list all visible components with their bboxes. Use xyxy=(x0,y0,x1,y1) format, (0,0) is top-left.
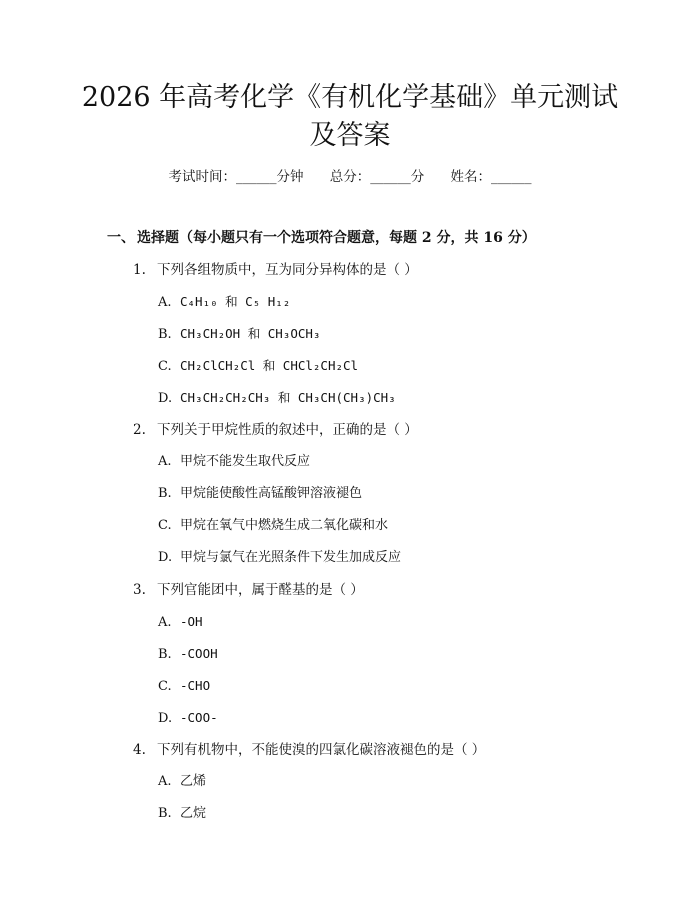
option-text: 甲烷与氯气在光照条件下发生加成反应 xyxy=(180,550,402,565)
question-text: 下列各组物质中，互为同分异构体的是（ ） xyxy=(157,262,418,278)
section-number: 一、 xyxy=(107,230,135,246)
option-letter: A. xyxy=(158,295,172,310)
option-letter: A. xyxy=(158,454,172,469)
option-text: 甲烷不能发生取代反应 xyxy=(180,454,311,469)
question-2-option-d xyxy=(158,548,401,568)
option-letter: C. xyxy=(158,679,172,694)
option-letter: A. xyxy=(158,615,172,630)
option-text: 乙烯 xyxy=(180,774,207,789)
option-letter: C. xyxy=(158,518,172,533)
option-text: -COOH xyxy=(180,646,218,661)
question-number: 3. xyxy=(133,582,146,598)
name-label: 姓名：______ xyxy=(450,169,532,185)
question-4-option-b xyxy=(158,804,206,824)
question-3-option-d xyxy=(158,708,218,729)
question-3-option-b xyxy=(158,644,218,665)
option-text: -COO- xyxy=(180,710,218,725)
question-number: 1. xyxy=(133,262,146,278)
option-text: C₄H₁₀ 和 C₅ H₁₂ xyxy=(180,294,291,309)
document-title-line-1: 2026 年高考化学《有机化学基础》单元测试 xyxy=(81,82,619,113)
option-text: -CHO xyxy=(180,678,211,693)
question-text: 下列有机物中，不能使溴的四氯化碳溶液褪色的是（ ） xyxy=(157,742,486,758)
question-number: 4. xyxy=(133,742,146,758)
document-title-line-2: 及答案 xyxy=(309,120,391,151)
option-letter: B. xyxy=(158,806,172,821)
option-letter: B. xyxy=(158,647,172,662)
option-text: 甲烷在氧气中燃烧生成二氧化碳和水 xyxy=(180,518,389,533)
option-text: CH₃CH₂OH 和 CH₃OCH₃ xyxy=(180,326,321,341)
section-heading xyxy=(107,228,536,248)
question-1 xyxy=(133,260,418,280)
question-text: 下列关于甲烷性质的叙述中，正确的是（ ） xyxy=(157,422,418,438)
question-2-option-b xyxy=(158,484,362,504)
question-3-option-c xyxy=(158,676,210,697)
option-letter: B. xyxy=(158,486,172,501)
option-letter: A. xyxy=(158,774,172,789)
option-text: CH₃CH₂CH₂CH₃ 和 CH₃CH(CH₃)CH₃ xyxy=(180,390,396,405)
question-3 xyxy=(133,580,364,600)
option-text: 甲烷能使酸性高锰酸钾溶液褪色 xyxy=(180,486,363,501)
section-title: 选择题（每小题只有一个选项符合题意，每题 2 分，共 16 分） xyxy=(137,230,536,246)
option-letter: D. xyxy=(158,711,173,726)
question-4-option-a xyxy=(158,772,206,792)
option-letter: B. xyxy=(158,327,172,342)
option-text: 乙烷 xyxy=(180,806,207,821)
option-letter: C. xyxy=(158,359,172,374)
question-number: 2. xyxy=(133,422,146,438)
question-2 xyxy=(133,420,418,440)
exam-time-label: 考试时间：______分钟 xyxy=(168,169,304,185)
option-letter: D. xyxy=(158,391,173,406)
option-letter: D. xyxy=(158,550,173,565)
question-2-option-a xyxy=(158,452,310,472)
question-3-option-a xyxy=(158,612,203,633)
option-text: CH₂ClCH₂Cl 和 CHCl₂CH₂Cl xyxy=(180,358,359,373)
question-1-option-b xyxy=(158,324,320,345)
question-1-option-d xyxy=(158,388,396,409)
exam-info-line xyxy=(0,167,700,187)
question-1-option-a xyxy=(158,292,290,313)
option-text: -OH xyxy=(180,614,203,629)
total-score-label: 总分：______分 xyxy=(329,169,425,185)
question-4 xyxy=(133,740,485,760)
question-1-option-c xyxy=(158,356,358,377)
question-text: 下列官能团中，属于醛基的是（ ） xyxy=(157,582,364,598)
question-2-option-c xyxy=(158,516,388,536)
